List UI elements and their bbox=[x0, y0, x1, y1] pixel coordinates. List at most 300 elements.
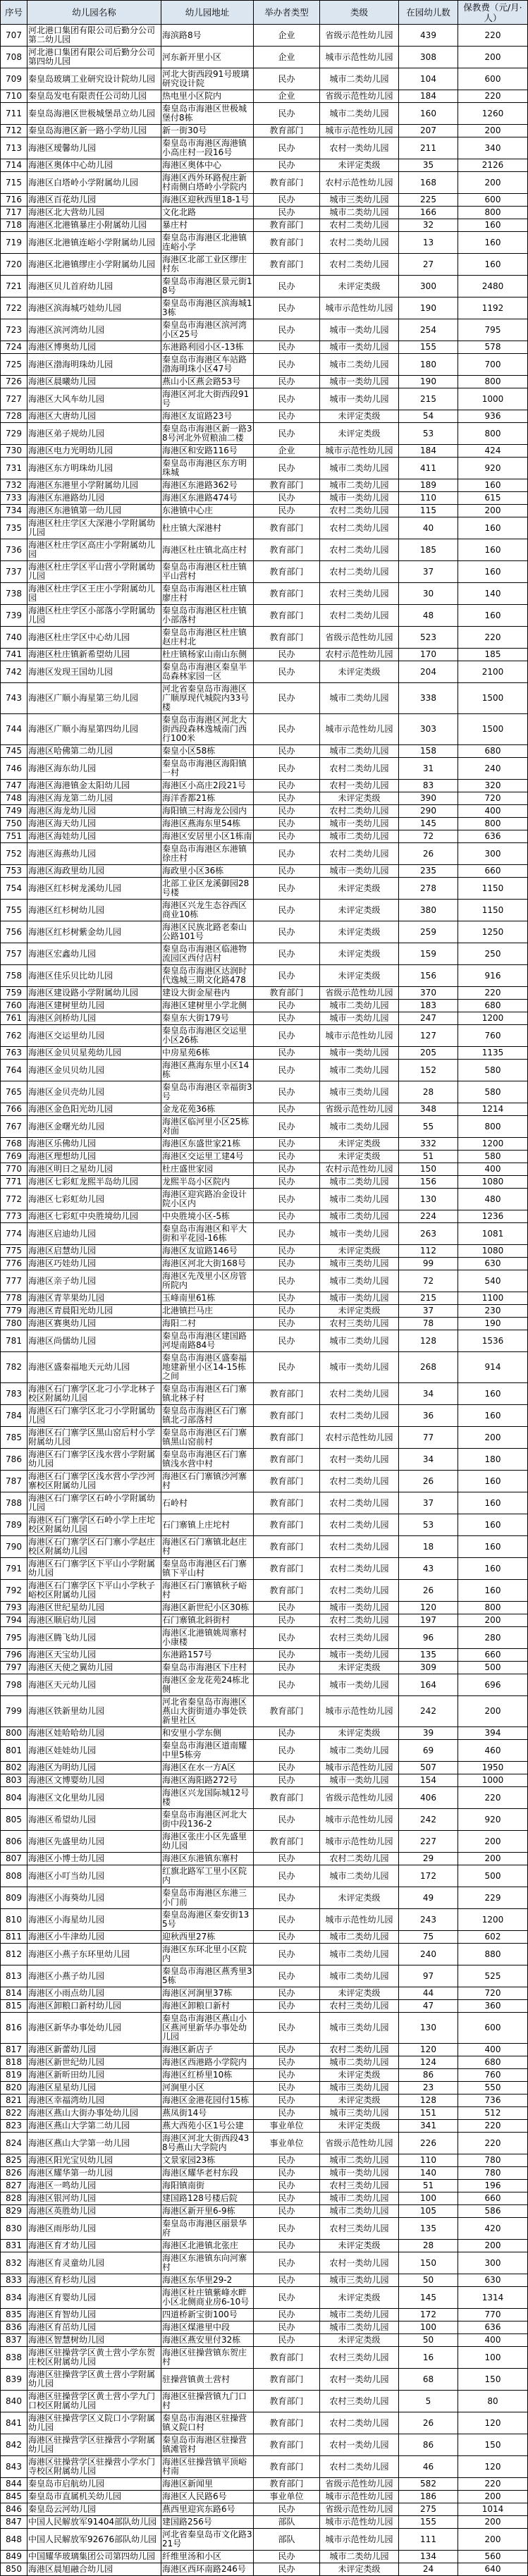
table-row bbox=[1, 505, 528, 517]
cell-organizer-type: 教育部门 bbox=[254, 605, 320, 627]
cell-address: 东港镇中心庄 bbox=[161, 505, 254, 517]
cell-enrollment: 104 bbox=[399, 68, 458, 90]
cell-name: 海港区石门寨学区浅水营小学沙河寨校区附属幼儿园 bbox=[27, 1471, 161, 1492]
cell-name: 海港区晨旭融合幼儿园 bbox=[27, 2563, 161, 2576]
table-row bbox=[1, 627, 528, 649]
cell-name: 海港区小雨点幼儿园 bbox=[27, 1987, 161, 2000]
cell-index: 842 bbox=[1, 2434, 27, 2456]
table-row bbox=[1, 965, 528, 987]
table-row bbox=[1, 2013, 528, 2044]
cell-address: 海港区友谊路146号 bbox=[161, 1245, 254, 1258]
cell-index: 776 bbox=[1, 1258, 27, 1270]
cell-organizer-type: 教育部门 bbox=[254, 539, 320, 561]
cell-level: 城市一类幼儿园 bbox=[320, 1047, 399, 1060]
cell-organizer-type: 民办 bbox=[254, 2240, 320, 2252]
cell-address: 海港区东港镇东向河寨村 bbox=[161, 2252, 254, 2274]
cell-name: 海港区耀华第一幼儿园 bbox=[27, 2167, 161, 2180]
cell-organizer-type: 教育部门 bbox=[254, 1471, 320, 1492]
cell-organizer-type: 民办 bbox=[254, 1774, 320, 1787]
cell-name: 海港区滨海城巧娃幼儿园 bbox=[27, 298, 161, 319]
table-row bbox=[1, 1727, 528, 1740]
cell-enrollment: 523 bbox=[399, 627, 458, 649]
cell-enrollment: 72 bbox=[399, 830, 458, 843]
cell-address: 秦皇岛海港区秦安街135号 bbox=[161, 1909, 254, 1931]
cell-index: 760 bbox=[1, 1000, 27, 1012]
cell-organizer-type: 民办 bbox=[254, 878, 320, 900]
table-row bbox=[1, 1352, 528, 1383]
cell-fee: 700 bbox=[458, 354, 528, 376]
cell-index: 717 bbox=[1, 207, 27, 219]
cell-fee: 720 bbox=[458, 1987, 528, 2000]
cell-enrollment: 26 bbox=[399, 843, 458, 865]
cell-level: 农村示范性幼儿园 bbox=[320, 649, 399, 661]
cell-address: 海港区奥体中心 bbox=[161, 159, 254, 172]
cell-index: 754 bbox=[1, 878, 27, 900]
table-row bbox=[1, 1696, 528, 1727]
cell-fee: 512 bbox=[458, 2107, 528, 2120]
table-row bbox=[1, 207, 528, 219]
cell-level: 城市示范性幼儿园 bbox=[320, 125, 399, 137]
table-row bbox=[1, 2347, 528, 2369]
cell-name: 海港区海娃幼儿园 bbox=[27, 830, 161, 843]
cell-index: 769 bbox=[1, 1151, 27, 1163]
cell-index: 785 bbox=[1, 1427, 27, 1449]
cell-organizer-type: 民办 bbox=[254, 388, 320, 410]
cell-enrollment: 120 bbox=[399, 1602, 458, 1614]
cell-organizer-type: 民办 bbox=[254, 505, 320, 517]
cell-enrollment: 227 bbox=[399, 1831, 458, 1853]
cell-level: 城市一类幼儿园 bbox=[320, 376, 399, 388]
cell-index: 848 bbox=[1, 2529, 27, 2551]
cell-name: 海港区小叮当幼儿园 bbox=[27, 1865, 161, 1887]
cell-address: 海港区杜庄镇北高庄村 bbox=[161, 539, 254, 561]
cell-fee: 680 bbox=[458, 745, 528, 758]
table-row bbox=[1, 1270, 528, 1292]
cell-organizer-type: 民办 bbox=[254, 1163, 320, 1176]
cell-organizer-type: 民办 bbox=[254, 2334, 320, 2347]
cell-index: 723 bbox=[1, 319, 27, 341]
cell-level: 未评定类级 bbox=[320, 792, 399, 805]
table-row bbox=[1, 1602, 528, 1614]
cell-level: 农村二类幼儿园 bbox=[320, 1405, 399, 1427]
cell-address: 海港区杜庄镇紫峰水畔小区北侧商业房6-10号 bbox=[161, 2287, 254, 2309]
cell-index: 783 bbox=[1, 1383, 27, 1405]
cell-name: 海港区奥体中心幼儿园 bbox=[27, 159, 161, 172]
cell-level: 城市二类幼儿园 bbox=[320, 1176, 399, 1189]
cell-index: 716 bbox=[1, 194, 27, 207]
cell-enrollment: 166 bbox=[399, 207, 458, 219]
table-row bbox=[1, 376, 528, 388]
cell-organizer-type: 民办 bbox=[254, 1223, 320, 1245]
table-row bbox=[1, 1809, 528, 1831]
cell-name: 海港区育茁幼儿园 bbox=[27, 2322, 161, 2334]
cell-index: 707 bbox=[1, 25, 27, 47]
cell-level: 城市示范性幼儿园 bbox=[320, 47, 399, 68]
cell-fee: 540 bbox=[458, 1270, 528, 1292]
cell-level: 农村二类幼儿园 bbox=[320, 2412, 399, 2434]
cell-index: 740 bbox=[1, 627, 27, 649]
cell-level: 城市二类幼儿园 bbox=[320, 1944, 399, 1965]
cell-name: 海港区广顺小海星第四幼儿园 bbox=[27, 714, 161, 745]
cell-level: 城市三类幼儿园 bbox=[320, 1258, 399, 1270]
cell-enrollment: 37 bbox=[399, 561, 458, 583]
cell-index: 832 bbox=[1, 2252, 27, 2274]
cell-name: 海港区希望幼儿园 bbox=[27, 1809, 161, 1831]
cell-index: 811 bbox=[1, 1931, 27, 1944]
cell-enrollment: 197 bbox=[399, 1614, 458, 1627]
cell-level: 城市一类幼儿园 bbox=[320, 865, 399, 878]
cell-enrollment: 29 bbox=[399, 1853, 458, 1865]
cell-index: 725 bbox=[1, 354, 27, 376]
cell-index: 809 bbox=[1, 1887, 27, 1909]
cell-organizer-type: 教育部门 bbox=[254, 1514, 320, 1536]
cell-organizer-type: 部队 bbox=[254, 2516, 320, 2529]
cell-address: 海港区新闻里 bbox=[161, 2478, 254, 2491]
cell-name: 海港区金贝贝幼儿园 bbox=[27, 1060, 161, 1081]
cell-index: 808 bbox=[1, 1865, 27, 1887]
cell-organizer-type: 企业 bbox=[254, 445, 320, 458]
table-row bbox=[1, 2133, 528, 2154]
cell-index: 815 bbox=[1, 2000, 27, 2013]
cell-name: 海港区杜庄镇新希望幼儿园 bbox=[27, 649, 161, 661]
cell-organizer-type: 教育部门 bbox=[254, 1449, 320, 1471]
cell-address: 海港区东华里29-2 bbox=[161, 2274, 254, 2287]
cell-index: 708 bbox=[1, 47, 27, 68]
cell-address: 秦皇岛市海港区世极城堡付8栋 bbox=[161, 103, 254, 125]
cell-name: 海港区英胜幼儿园 bbox=[27, 2205, 161, 2218]
cell-address: 海港区东环北里小区院内 bbox=[161, 1944, 254, 1965]
cell-level: 城市二类幼儿园 bbox=[320, 1740, 399, 1762]
cell-enrollment: 341 bbox=[399, 2120, 458, 2133]
table-row bbox=[1, 2529, 528, 2551]
cell-index: 739 bbox=[1, 605, 27, 627]
cell-level: 城市二类幼儿园 bbox=[320, 1965, 399, 1987]
cell-name: 海港区明日之星幼儿园 bbox=[27, 1163, 161, 1176]
cell-fee: 160 bbox=[458, 232, 528, 254]
table-row bbox=[1, 1405, 528, 1427]
cell-enrollment: 243 bbox=[399, 1909, 458, 1931]
cell-organizer-type: 民办 bbox=[254, 921, 320, 943]
cell-index: 784 bbox=[1, 1405, 27, 1427]
cell-level: 城市一类幼儿园 bbox=[320, 1774, 399, 1787]
cell-level: 农村三类幼儿园 bbox=[320, 1318, 399, 1330]
cell-address: 海港区北部工业区缪庄村东 bbox=[161, 254, 254, 276]
cell-name: 海港区滨河湾幼儿园 bbox=[27, 319, 161, 341]
cell-enrollment: 26 bbox=[399, 1471, 458, 1492]
cell-enrollment: 100 bbox=[399, 2192, 458, 2205]
cell-fee: 400 bbox=[458, 2044, 528, 2056]
cell-enrollment: 145 bbox=[399, 818, 458, 830]
cell-level: 城市一类幼儿园 bbox=[320, 1602, 399, 1614]
cell-fee: 160 bbox=[458, 1580, 528, 1602]
cell-enrollment: 145 bbox=[399, 2287, 458, 2309]
cell-name: 海港区七彩虹幼儿园 bbox=[27, 1189, 161, 1210]
cell-index: 714 bbox=[1, 159, 27, 172]
cell-organizer-type: 民办 bbox=[254, 1270, 320, 1292]
cell-level: 农村二类幼儿园 bbox=[320, 232, 399, 254]
cell-name: 中国人民解放军91404部队幼儿园 bbox=[27, 2516, 161, 2529]
cell-fee: 736 bbox=[458, 2094, 528, 2107]
cell-name: 秦皇岛玻璃工业研究设计院幼儿园 bbox=[27, 68, 161, 90]
cell-address: 河北大街西段91号玻璃研究设计院 bbox=[161, 68, 254, 90]
cell-name: 海港区天使之翼幼儿园 bbox=[27, 1662, 161, 1674]
cell-fee: 936 bbox=[458, 410, 528, 423]
cell-fee: 320 bbox=[458, 780, 528, 792]
table-row bbox=[1, 159, 528, 172]
table-row bbox=[1, 1987, 528, 2000]
cell-name: 海港区新蕾幼儿园 bbox=[27, 2044, 161, 2056]
table-row bbox=[1, 341, 528, 354]
cell-fee: 760 bbox=[458, 2069, 528, 2082]
cell-level: 农村二类幼儿园 bbox=[320, 1383, 399, 1405]
cell-address: 海港区驻操营镇九门口村 bbox=[161, 2391, 254, 2412]
cell-name: 海港区北港镇连峪小学附属幼儿园 bbox=[27, 232, 161, 254]
cell-enrollment: 128 bbox=[399, 1330, 458, 1352]
cell-index: 743 bbox=[1, 683, 27, 714]
cell-address: 河东新开里小区 bbox=[161, 47, 254, 68]
cell-fee: 580 bbox=[458, 1151, 528, 1163]
cell-enrollment: 111 bbox=[399, 2529, 458, 2551]
cell-enrollment: 370 bbox=[399, 987, 458, 1000]
cell-index: 778 bbox=[1, 1292, 27, 1305]
cell-name: 海港区乐佛幼儿园 bbox=[27, 1138, 161, 1151]
cell-enrollment: 275 bbox=[399, 2503, 458, 2516]
cell-organizer-type: 民办 bbox=[254, 1305, 320, 1318]
cell-fee: 150 bbox=[458, 2434, 528, 2456]
cell-name: 海港区银河幼儿园 bbox=[27, 2192, 161, 2205]
table-row bbox=[1, 745, 528, 758]
cell-enrollment: 155 bbox=[399, 2516, 458, 2529]
cell-fee: 770 bbox=[458, 2309, 528, 2322]
cell-address: 和安里小学东侧 bbox=[161, 1727, 254, 1740]
cell-level: 城市一类幼儿园 bbox=[320, 1674, 399, 1696]
cell-name: 海港区娃哈哈幼儿园 bbox=[27, 1727, 161, 1740]
cell-organizer-type: 民办 bbox=[254, 103, 320, 125]
cell-fee: 586 bbox=[458, 2205, 528, 2218]
cell-enrollment: 50 bbox=[399, 2274, 458, 2287]
cell-fee: 1200 bbox=[458, 1909, 528, 1931]
cell-enrollment: 34 bbox=[399, 1383, 458, 1405]
cell-fee: 525 bbox=[458, 1965, 528, 1987]
cell-address: 海港区石门寨镇北赵庄村 bbox=[161, 1536, 254, 1558]
cell-enrollment: 226 bbox=[399, 2133, 458, 2154]
cell-index: 797 bbox=[1, 1662, 27, 1674]
table-row bbox=[1, 1318, 528, 1330]
cell-fee: 1500 bbox=[458, 683, 528, 714]
cell-name: 海港区小海星幼儿园 bbox=[27, 1909, 161, 1931]
cell-address: 海港区东港路474号 bbox=[161, 492, 254, 505]
cell-organizer-type: 民办 bbox=[254, 1047, 320, 1060]
table-row bbox=[1, 479, 528, 492]
cell-name: 海港区卸粮口新村幼儿园 bbox=[27, 2000, 161, 2013]
table-row bbox=[1, 649, 528, 661]
cell-enrollment: 127 bbox=[399, 1025, 458, 1047]
cell-enrollment: 154 bbox=[399, 1774, 458, 1787]
cell-fee: 120 bbox=[458, 2456, 528, 2478]
cell-enrollment: 69 bbox=[399, 1740, 458, 1762]
cell-address: 文景家园23栋 bbox=[161, 2154, 254, 2167]
cell-enrollment: 290 bbox=[399, 805, 458, 818]
cell-name: 海港区尚儒幼儿园 bbox=[27, 1330, 161, 1352]
table-row bbox=[1, 865, 528, 878]
cell-name: 海港区驻操营学区义院口小学附属幼儿园 bbox=[27, 2412, 161, 2434]
cell-organizer-type: 民办 bbox=[254, 1662, 320, 1674]
table-row bbox=[1, 1674, 528, 1696]
cell-address: 秦皇岛市海港区交运里小区26栋 bbox=[161, 1025, 254, 1047]
cell-address: 秦皇岛市海港区秦皇半岛森林家园一区 bbox=[161, 661, 254, 683]
cell-address: 海港区友谊路23号 bbox=[161, 410, 254, 423]
cell-name: 海港区海政里幼儿园 bbox=[27, 865, 161, 878]
cell-index: 770 bbox=[1, 1163, 27, 1176]
cell-address: 秦皇岛市海港区达润时代逸城三期文化路478 bbox=[161, 965, 254, 987]
cell-level: 未评定类级 bbox=[320, 423, 399, 445]
cell-address: 海港区西外环路倪庄新村南侧白塔岭小学院内 bbox=[161, 172, 254, 194]
cell-level: 省级示范性幼儿园 bbox=[320, 2478, 399, 2491]
cell-address: 秦皇岛市海港区燕秀里35栋 bbox=[161, 1965, 254, 1987]
cell-enrollment: 5 bbox=[399, 2391, 458, 2412]
cell-enrollment: 268 bbox=[399, 1352, 458, 1383]
cell-organizer-type: 民办 bbox=[254, 276, 320, 298]
table-row bbox=[1, 2491, 528, 2503]
cell-fee: 920 bbox=[458, 1809, 528, 1831]
cell-organizer-type: 民办 bbox=[254, 943, 320, 965]
cell-level: 城市三类幼儿园 bbox=[320, 1081, 399, 1103]
cell-enrollment: 278 bbox=[399, 878, 458, 900]
cell-organizer-type: 民办 bbox=[254, 1614, 320, 1627]
cell-fee: 200 bbox=[458, 2240, 528, 2252]
cell-fee: 200 bbox=[458, 2491, 528, 2503]
cell-level: 未评定类级 bbox=[320, 1151, 399, 1163]
cell-enrollment: 183 bbox=[399, 1000, 458, 1012]
table-row bbox=[1, 47, 528, 68]
table-row bbox=[1, 1330, 528, 1352]
cell-level: 农村一类幼儿园 bbox=[320, 2369, 399, 2391]
cell-enrollment: 83 bbox=[399, 780, 458, 792]
cell-organizer-type: 民办 bbox=[254, 1000, 320, 1012]
table-row bbox=[1, 254, 528, 276]
cell-name: 海港区小博士幼儿园 bbox=[27, 1853, 161, 1865]
cell-enrollment: 189 bbox=[399, 479, 458, 492]
table-row bbox=[1, 2154, 528, 2167]
cell-level: 农村二类幼儿园 bbox=[320, 1471, 399, 1492]
table-row bbox=[1, 1427, 528, 1449]
cell-organizer-type: 民办 bbox=[254, 1189, 320, 1210]
table-row bbox=[1, 1210, 528, 1223]
cell-organizer-type: 民办 bbox=[254, 2503, 320, 2516]
cell-address: 秦皇岛市海港区石门寨镇黑山窑前村 bbox=[161, 1427, 254, 1449]
table-row bbox=[1, 1189, 528, 1210]
cell-name: 海港区金贝贝星苑幼儿园 bbox=[27, 1047, 161, 1060]
cell-fee: 360 bbox=[458, 2000, 528, 2013]
cell-organizer-type: 民办 bbox=[254, 1865, 320, 1887]
cell-index: 801 bbox=[1, 1740, 27, 1762]
cell-enrollment: 36 bbox=[399, 1405, 458, 1427]
cell-enrollment: 338 bbox=[399, 683, 458, 714]
cell-organizer-type: 事业单位 bbox=[254, 2133, 320, 2154]
table-row bbox=[1, 1223, 528, 1245]
cell-address: 燕西里迎宾东路6号 bbox=[161, 2503, 254, 2516]
cell-address: 秦皇岛市海港区杜庄镇廖庄村 bbox=[161, 583, 254, 605]
cell-address: 海港区迎秋西里18-1号 bbox=[161, 194, 254, 207]
cell-level: 省级示范性幼儿园 bbox=[320, 987, 399, 1000]
cell-address: 海港区西环南路246号 bbox=[161, 2563, 254, 2576]
cell-organizer-type: 教育部门 bbox=[254, 2412, 320, 2434]
cell-level: 农村二类幼儿园 bbox=[320, 843, 399, 865]
cell-organizer-type: 民办 bbox=[254, 207, 320, 219]
cell-organizer-type: 民办 bbox=[254, 805, 320, 818]
header-enrollment: 在园幼儿数 bbox=[399, 1, 458, 25]
table-row bbox=[1, 445, 528, 458]
cell-index: 712 bbox=[1, 125, 27, 137]
cell-index: 850 bbox=[1, 2563, 27, 2576]
cell-level: 农村二类幼儿园 bbox=[320, 1514, 399, 1536]
cell-enrollment: 110 bbox=[399, 2154, 458, 2167]
cell-organizer-type: 教育部门 bbox=[254, 479, 320, 492]
cell-organizer-type: 教育部门 bbox=[254, 1492, 320, 1514]
cell-address: 海港区北港镇姚周寨村小康楼 bbox=[161, 1627, 254, 1649]
table-row bbox=[1, 1047, 528, 1060]
table-row bbox=[1, 1774, 528, 1787]
cell-fee: 240 bbox=[458, 758, 528, 780]
cell-organizer-type: 民办 bbox=[254, 965, 320, 987]
cell-address: 海港区临河里小区25栋对面 bbox=[161, 1116, 254, 1138]
cell-fee: 200 bbox=[458, 1831, 528, 1853]
cell-name: 海港区燕山大学第一幼儿园 bbox=[27, 2133, 161, 2154]
cell-index: 828 bbox=[1, 2192, 27, 2205]
cell-enrollment: 411 bbox=[399, 458, 458, 479]
cell-fee: 630 bbox=[458, 1258, 528, 1270]
cell-organizer-type: 教育部门 bbox=[254, 2369, 320, 2391]
cell-level: 城市二类幼儿园 bbox=[320, 1189, 399, 1210]
table-row bbox=[1, 388, 528, 410]
cell-level: 农村二类幼儿园 bbox=[320, 561, 399, 583]
cell-fee: 100 bbox=[458, 2347, 528, 2369]
cell-fee: 220 bbox=[458, 987, 528, 1000]
cell-fee: 1200 bbox=[458, 1012, 528, 1025]
cell-name: 海港区剑桥幼儿园 bbox=[27, 1012, 161, 1025]
cell-fee: 220 bbox=[458, 90, 528, 103]
cell-index: 849 bbox=[1, 2551, 27, 2563]
cell-organizer-type: 民办 bbox=[254, 1258, 320, 1270]
cell-name: 海港区弟子规幼儿园 bbox=[27, 423, 161, 445]
cell-index: 733 bbox=[1, 492, 27, 505]
table-row bbox=[1, 943, 528, 965]
cell-organizer-type: 部队 bbox=[254, 2529, 320, 2551]
cell-fee: 160 bbox=[458, 561, 528, 583]
cell-name: 海港区小牛津幼儿园 bbox=[27, 1931, 161, 1944]
cell-enrollment: 18 bbox=[399, 1536, 458, 1558]
cell-organizer-type: 民办 bbox=[254, 2192, 320, 2205]
cell-name: 秦皇岛云河幼儿园 bbox=[27, 2503, 161, 2516]
cell-index: 819 bbox=[1, 2069, 27, 2082]
cell-organizer-type: 企业 bbox=[254, 25, 320, 47]
cell-organizer-type: 民办 bbox=[254, 2013, 320, 2044]
cell-organizer-type: 民办 bbox=[254, 1176, 320, 1189]
cell-organizer-type: 教育部门 bbox=[254, 1405, 320, 1427]
cell-level: 城市二类幼儿园 bbox=[320, 458, 399, 479]
cell-fee: 220 bbox=[458, 2120, 528, 2133]
cell-index: 737 bbox=[1, 561, 27, 583]
cell-level: 城市二类幼儿园 bbox=[320, 1116, 399, 1138]
table-row bbox=[1, 2503, 528, 2516]
cell-name: 海港区电力光明幼儿园 bbox=[27, 445, 161, 458]
table-row bbox=[1, 1163, 528, 1176]
cell-organizer-type: 教育部门 bbox=[254, 2391, 320, 2412]
cell-name: 海港区红杉树幼儿园 bbox=[27, 900, 161, 921]
cell-address: 燕凤街14号 bbox=[161, 2107, 254, 2120]
cell-name: 海港区七彩虹中央胜境幼儿园 bbox=[27, 1210, 161, 1223]
cell-fee: 200 bbox=[458, 2516, 528, 2529]
